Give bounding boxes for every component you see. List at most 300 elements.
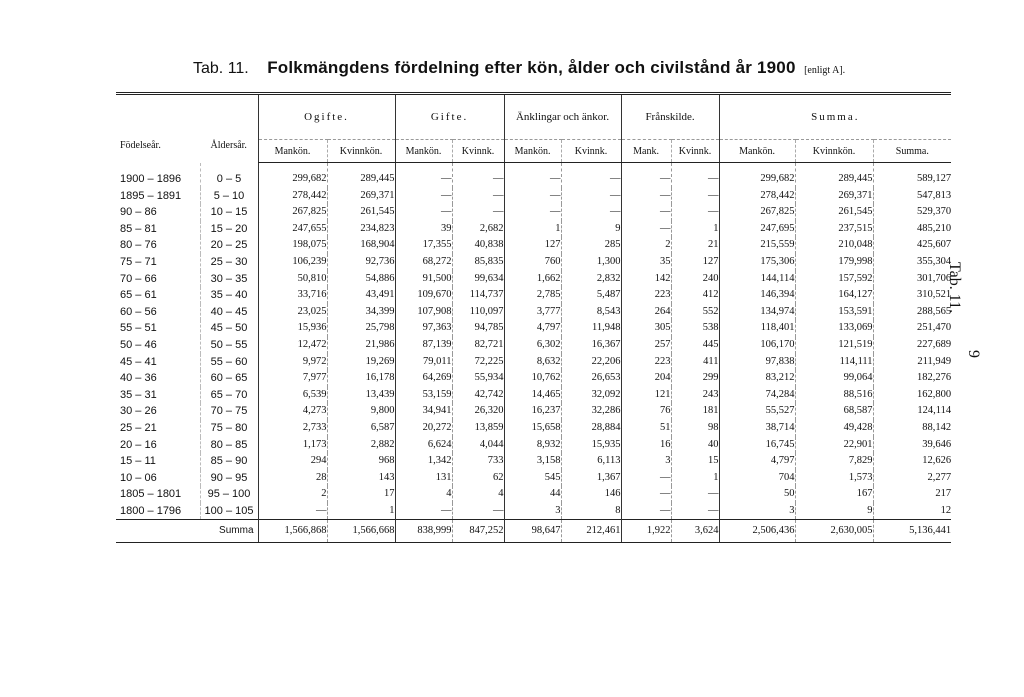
summa-value-cell: 838,999 bbox=[395, 520, 452, 543]
table-row bbox=[116, 304, 951, 321]
age-years-cell: 10 – 15 bbox=[200, 204, 258, 221]
value-cell: 17 bbox=[327, 486, 395, 503]
table-row bbox=[116, 287, 951, 304]
value-cell: 12 bbox=[873, 503, 951, 520]
value-cell: 32,092 bbox=[561, 387, 621, 404]
value-cell: 20,272 bbox=[395, 420, 452, 437]
summa-value-cell: 5,136,441 bbox=[873, 520, 951, 543]
value-cell: 547,813 bbox=[873, 188, 951, 205]
value-cell: 175,306 bbox=[719, 254, 795, 271]
value-cell: — bbox=[671, 163, 719, 188]
table-row bbox=[116, 403, 951, 420]
summa-value-cell: 3,624 bbox=[671, 520, 719, 543]
age-years-cell: 60 – 65 bbox=[200, 370, 258, 387]
value-cell: 6,624 bbox=[395, 437, 452, 454]
value-cell: 4,797 bbox=[719, 453, 795, 470]
value-cell: 6,539 bbox=[258, 387, 327, 404]
age-years-cell: 40 – 45 bbox=[200, 304, 258, 321]
value-cell: — bbox=[561, 188, 621, 205]
value-cell: 6,113 bbox=[561, 453, 621, 470]
sub-header: Mankön. bbox=[504, 140, 561, 163]
header-divorced: Frånskilde. bbox=[621, 94, 719, 140]
value-cell: 121 bbox=[621, 387, 671, 404]
birth-years-cell: 45 – 41 bbox=[120, 355, 157, 368]
table-row bbox=[116, 188, 951, 205]
sub-header: Mankön. bbox=[258, 140, 327, 163]
value-cell: 760 bbox=[504, 254, 561, 271]
birth-years-cell: 20 – 16 bbox=[120, 438, 157, 451]
value-cell: 25,798 bbox=[327, 320, 395, 337]
value-cell: 146,394 bbox=[719, 287, 795, 304]
birth-years-cell: 80 – 76 bbox=[120, 239, 157, 252]
value-cell: 83,212 bbox=[719, 370, 795, 387]
value-cell: 87,139 bbox=[395, 337, 452, 354]
age-years-cell: 80 – 85 bbox=[200, 437, 258, 454]
value-cell: 15,935 bbox=[561, 437, 621, 454]
value-cell: 299,682 bbox=[258, 163, 327, 188]
value-cell: 411 bbox=[671, 354, 719, 371]
value-cell: 285 bbox=[561, 237, 621, 254]
summa-value-cell: 1,922 bbox=[621, 520, 671, 543]
value-cell: 99,634 bbox=[452, 271, 504, 288]
value-cell: 157,592 bbox=[795, 271, 873, 288]
value-cell: — bbox=[452, 163, 504, 188]
summa-value-cell: 1,566,668 bbox=[327, 520, 395, 543]
summa-row bbox=[116, 520, 951, 543]
value-cell: 55,934 bbox=[452, 370, 504, 387]
value-cell: 215,559 bbox=[719, 237, 795, 254]
birth-years-cell: 55 – 51 bbox=[120, 322, 157, 335]
age-years-cell: 70 – 75 bbox=[200, 403, 258, 420]
value-cell: — bbox=[395, 163, 452, 188]
value-cell: 310,521 bbox=[873, 287, 951, 304]
sub-header: Summa. bbox=[873, 140, 951, 163]
age-years-cell: 65 – 70 bbox=[200, 387, 258, 404]
value-cell: 88,142 bbox=[873, 420, 951, 437]
value-cell: 26,653 bbox=[561, 370, 621, 387]
value-cell: — bbox=[561, 163, 621, 188]
value-cell: 4,044 bbox=[452, 437, 504, 454]
table-row bbox=[116, 387, 951, 404]
value-cell: 79,011 bbox=[395, 354, 452, 371]
value-cell: — bbox=[621, 188, 671, 205]
sub-header: Kvinnkön. bbox=[795, 140, 873, 163]
value-cell: 9 bbox=[795, 503, 873, 520]
value-cell: 64,269 bbox=[395, 370, 452, 387]
value-cell: 5,487 bbox=[561, 287, 621, 304]
table-row bbox=[116, 320, 951, 337]
birth-years-cell: 10 – 06 bbox=[120, 471, 157, 484]
value-cell: 3,777 bbox=[504, 304, 561, 321]
value-cell: 2 bbox=[621, 237, 671, 254]
value-cell: 39 bbox=[395, 221, 452, 238]
value-cell: 305 bbox=[621, 320, 671, 337]
value-cell: 16,367 bbox=[561, 337, 621, 354]
value-cell: 143 bbox=[327, 470, 395, 487]
value-cell: 269,371 bbox=[795, 188, 873, 205]
birth-years-cell: 25 – 21 bbox=[120, 421, 157, 434]
value-cell: 127 bbox=[671, 254, 719, 271]
value-cell: 19,269 bbox=[327, 354, 395, 371]
value-cell: — bbox=[621, 470, 671, 487]
value-cell: — bbox=[395, 204, 452, 221]
value-cell: 3 bbox=[504, 503, 561, 520]
value-cell: 1,573 bbox=[795, 470, 873, 487]
birth-years-cell: 50 – 46 bbox=[120, 338, 157, 351]
sub-header: Kvinnk. bbox=[452, 140, 504, 163]
value-cell: 97,363 bbox=[395, 320, 452, 337]
value-cell: — bbox=[258, 503, 327, 520]
value-cell: 91,500 bbox=[395, 271, 452, 288]
page-number: 9 bbox=[965, 350, 982, 358]
birth-years-cell: 15 – 11 bbox=[120, 455, 156, 468]
value-cell: 74,284 bbox=[719, 387, 795, 404]
value-cell: 247,655 bbox=[258, 221, 327, 238]
value-cell: — bbox=[621, 221, 671, 238]
value-cell: — bbox=[504, 163, 561, 188]
value-cell: 164,127 bbox=[795, 287, 873, 304]
birth-years-cell: 90 – 86 bbox=[120, 206, 157, 219]
value-cell: — bbox=[621, 486, 671, 503]
value-cell: — bbox=[395, 503, 452, 520]
value-cell: 251,470 bbox=[873, 320, 951, 337]
value-cell: 142 bbox=[621, 271, 671, 288]
age-years-cell: 35 – 40 bbox=[200, 287, 258, 304]
value-cell: 445 bbox=[671, 337, 719, 354]
birth-years-cell: 1800 – 1796 bbox=[120, 504, 182, 517]
value-cell: 4,273 bbox=[258, 403, 327, 420]
value-cell: 144,114 bbox=[719, 271, 795, 288]
age-years-cell: 25 – 30 bbox=[200, 254, 258, 271]
value-cell: 223 bbox=[621, 354, 671, 371]
table-row bbox=[116, 470, 951, 487]
value-cell: — bbox=[504, 188, 561, 205]
value-cell: 704 bbox=[719, 470, 795, 487]
value-cell: 21 bbox=[671, 237, 719, 254]
value-cell: 545 bbox=[504, 470, 561, 487]
value-cell: 106,239 bbox=[258, 254, 327, 271]
value-cell: 267,825 bbox=[258, 204, 327, 221]
value-cell: 85,835 bbox=[452, 254, 504, 271]
value-cell: 217 bbox=[873, 486, 951, 503]
value-cell: 6,302 bbox=[504, 337, 561, 354]
table-row bbox=[116, 370, 951, 387]
value-cell: 72,225 bbox=[452, 354, 504, 371]
header-birth-years: Födelseår. bbox=[116, 94, 200, 163]
age-years-cell: 45 – 50 bbox=[200, 320, 258, 337]
header-unmarried: Ogifte. bbox=[258, 94, 395, 140]
value-cell: 68,272 bbox=[395, 254, 452, 271]
value-cell: — bbox=[452, 503, 504, 520]
value-cell: 552 bbox=[671, 304, 719, 321]
table-number: Tab. 11. bbox=[193, 60, 249, 77]
title-note: [enligt A]. bbox=[804, 65, 846, 76]
value-cell: 76 bbox=[621, 403, 671, 420]
value-cell: 247,695 bbox=[719, 221, 795, 238]
birth-years-cell: 35 – 31 bbox=[120, 388, 157, 401]
value-cell: 28,884 bbox=[561, 420, 621, 437]
summa-value-cell: 1,566,868 bbox=[258, 520, 327, 543]
value-cell: 1 bbox=[671, 221, 719, 238]
table-row bbox=[116, 420, 951, 437]
birth-years-cell: 75 – 71 bbox=[120, 255, 157, 268]
value-cell: 131 bbox=[395, 470, 452, 487]
table-row bbox=[116, 503, 951, 520]
side-table-label: Tab. 11. bbox=[946, 262, 963, 314]
sub-header: Kvinnk. bbox=[561, 140, 621, 163]
age-years-cell: 95 – 100 bbox=[200, 486, 258, 503]
value-cell: 53,159 bbox=[395, 387, 452, 404]
value-cell: 13,439 bbox=[327, 387, 395, 404]
table-row bbox=[116, 271, 951, 288]
value-cell: — bbox=[621, 204, 671, 221]
value-cell: 6,587 bbox=[327, 420, 395, 437]
value-cell: 124,114 bbox=[873, 403, 951, 420]
value-cell: — bbox=[671, 486, 719, 503]
value-cell: — bbox=[504, 204, 561, 221]
value-cell: 8,932 bbox=[504, 437, 561, 454]
birth-years-cell: 1895 – 1891 bbox=[120, 189, 182, 202]
value-cell: 10,762 bbox=[504, 370, 561, 387]
age-years-cell: 5 – 10 bbox=[200, 188, 258, 205]
value-cell: 1,367 bbox=[561, 470, 621, 487]
value-cell: 301,706 bbox=[873, 271, 951, 288]
value-cell: 425,607 bbox=[873, 237, 951, 254]
table-row bbox=[116, 163, 951, 188]
birth-years-cell: 85 – 81 bbox=[120, 222, 157, 235]
value-cell: 1,662 bbox=[504, 271, 561, 288]
value-cell: 107,908 bbox=[395, 304, 452, 321]
summa-value-cell: 98,647 bbox=[504, 520, 561, 543]
value-cell: 17,355 bbox=[395, 237, 452, 254]
value-cell: 288,565 bbox=[873, 304, 951, 321]
summa-value-cell: 847,252 bbox=[452, 520, 504, 543]
value-cell: 50 bbox=[719, 486, 795, 503]
age-years-cell: 0 – 5 bbox=[200, 163, 258, 188]
value-cell: 269,371 bbox=[327, 188, 395, 205]
value-cell: 294 bbox=[258, 453, 327, 470]
value-cell: 211,949 bbox=[873, 354, 951, 371]
value-cell: 2,882 bbox=[327, 437, 395, 454]
value-cell: — bbox=[452, 188, 504, 205]
birth-years-cell: 70 – 66 bbox=[120, 272, 157, 285]
value-cell: 261,545 bbox=[327, 204, 395, 221]
value-cell: 16,745 bbox=[719, 437, 795, 454]
value-cell: 33,716 bbox=[258, 287, 327, 304]
summa-value-cell: 212,461 bbox=[561, 520, 621, 543]
value-cell: 299 bbox=[671, 370, 719, 387]
value-cell: 110,097 bbox=[452, 304, 504, 321]
value-cell: 227,689 bbox=[873, 337, 951, 354]
birth-years-cell: 60 – 56 bbox=[120, 305, 157, 318]
value-cell: — bbox=[621, 163, 671, 188]
value-cell: — bbox=[561, 204, 621, 221]
value-cell: 54,886 bbox=[327, 271, 395, 288]
header-married: Gifte. bbox=[395, 94, 504, 140]
value-cell: 22,206 bbox=[561, 354, 621, 371]
value-cell: 412 bbox=[671, 287, 719, 304]
value-cell: 2,832 bbox=[561, 271, 621, 288]
value-cell: 26,320 bbox=[452, 403, 504, 420]
summa-value-cell: 2,630,005 bbox=[795, 520, 873, 543]
table-title: Folkmängdens fördelning efter kön, ålder och civilstånd år 1900 bbox=[267, 58, 796, 77]
summa-label: Summa bbox=[116, 520, 258, 543]
value-cell: 28 bbox=[258, 470, 327, 487]
value-cell: 8,543 bbox=[561, 304, 621, 321]
value-cell: 198,075 bbox=[258, 237, 327, 254]
value-cell: 134,974 bbox=[719, 304, 795, 321]
value-cell: 38,714 bbox=[719, 420, 795, 437]
value-cell: 1,300 bbox=[561, 254, 621, 271]
population-table bbox=[116, 92, 951, 543]
value-cell: 4 bbox=[395, 486, 452, 503]
table-row bbox=[116, 437, 951, 454]
birth-years-cell: 1805 – 1801 bbox=[120, 488, 182, 501]
value-cell: 127 bbox=[504, 237, 561, 254]
value-cell: 153,591 bbox=[795, 304, 873, 321]
value-cell: 162,800 bbox=[873, 387, 951, 404]
value-cell: 2,277 bbox=[873, 470, 951, 487]
age-years-cell: 50 – 55 bbox=[200, 337, 258, 354]
header-widowed: Änklingar och änkor. bbox=[504, 94, 621, 140]
value-cell: 15,658 bbox=[504, 420, 561, 437]
value-cell: 733 bbox=[452, 453, 504, 470]
value-cell: 114,737 bbox=[452, 287, 504, 304]
value-cell: 1,173 bbox=[258, 437, 327, 454]
table-row bbox=[116, 486, 951, 503]
value-cell: 12,472 bbox=[258, 337, 327, 354]
value-cell: 43,491 bbox=[327, 287, 395, 304]
value-cell: 1 bbox=[504, 221, 561, 238]
value-cell: 538 bbox=[671, 320, 719, 337]
value-cell: 2,733 bbox=[258, 420, 327, 437]
value-cell: 210,048 bbox=[795, 237, 873, 254]
value-cell: — bbox=[621, 503, 671, 520]
value-cell: 3 bbox=[719, 503, 795, 520]
value-cell: 278,442 bbox=[719, 188, 795, 205]
value-cell: 51 bbox=[621, 420, 671, 437]
value-cell: 278,442 bbox=[258, 188, 327, 205]
birth-years-cell: 30 – 26 bbox=[120, 405, 157, 418]
value-cell: 22,901 bbox=[795, 437, 873, 454]
value-cell: 118,401 bbox=[719, 320, 795, 337]
table-row bbox=[116, 453, 951, 470]
value-cell: 168,904 bbox=[327, 237, 395, 254]
value-cell: 261,545 bbox=[795, 204, 873, 221]
value-cell: 114,111 bbox=[795, 354, 873, 371]
value-cell: 49,428 bbox=[795, 420, 873, 437]
value-cell: 1 bbox=[327, 503, 395, 520]
age-years-cell: 75 – 80 bbox=[200, 420, 258, 437]
value-cell: 355,304 bbox=[873, 254, 951, 271]
value-cell: 40,838 bbox=[452, 237, 504, 254]
value-cell: 50,810 bbox=[258, 271, 327, 288]
sub-header: Kvinnkön. bbox=[327, 140, 395, 163]
value-cell: 146 bbox=[561, 486, 621, 503]
value-cell: 82,721 bbox=[452, 337, 504, 354]
value-cell: 12,626 bbox=[873, 453, 951, 470]
value-cell: 234,823 bbox=[327, 221, 395, 238]
table-row bbox=[116, 254, 951, 271]
age-years-cell: 15 – 20 bbox=[200, 221, 258, 238]
table-row bbox=[116, 237, 951, 254]
value-cell: 62 bbox=[452, 470, 504, 487]
value-cell: 1 bbox=[671, 470, 719, 487]
value-cell: 182,276 bbox=[873, 370, 951, 387]
value-cell: 32,286 bbox=[561, 403, 621, 420]
value-cell: — bbox=[452, 204, 504, 221]
value-cell: 7,829 bbox=[795, 453, 873, 470]
value-cell: 68,587 bbox=[795, 403, 873, 420]
value-cell: 1,342 bbox=[395, 453, 452, 470]
value-cell: 92,736 bbox=[327, 254, 395, 271]
header-age-years: Åldersår. bbox=[200, 94, 258, 163]
value-cell: 106,170 bbox=[719, 337, 795, 354]
value-cell: 42,742 bbox=[452, 387, 504, 404]
value-cell: 4,797 bbox=[504, 320, 561, 337]
value-cell: 257 bbox=[621, 337, 671, 354]
value-cell: 167 bbox=[795, 486, 873, 503]
value-cell: 34,399 bbox=[327, 304, 395, 321]
header-total: Summa. bbox=[719, 94, 951, 140]
value-cell: 299,682 bbox=[719, 163, 795, 188]
value-cell: 44 bbox=[504, 486, 561, 503]
age-years-cell: 20 – 25 bbox=[200, 237, 258, 254]
value-cell: 97,838 bbox=[719, 354, 795, 371]
value-cell: 9,800 bbox=[327, 403, 395, 420]
age-years-cell: 90 – 95 bbox=[200, 470, 258, 487]
value-cell: 240 bbox=[671, 271, 719, 288]
value-cell: 121,519 bbox=[795, 337, 873, 354]
value-cell: — bbox=[671, 503, 719, 520]
value-cell: 204 bbox=[621, 370, 671, 387]
sub-header: Mankön. bbox=[719, 140, 795, 163]
birth-years-cell: 40 – 36 bbox=[120, 372, 157, 385]
value-cell: 16,178 bbox=[327, 370, 395, 387]
value-cell: 55,527 bbox=[719, 403, 795, 420]
table-row bbox=[116, 221, 951, 238]
birth-years-cell: 65 – 61 bbox=[120, 289, 157, 302]
value-cell: 15,936 bbox=[258, 320, 327, 337]
age-years-cell: 55 – 60 bbox=[200, 354, 258, 371]
value-cell: 35 bbox=[621, 254, 671, 271]
value-cell: 13,859 bbox=[452, 420, 504, 437]
value-cell: 8,632 bbox=[504, 354, 561, 371]
value-cell: — bbox=[671, 204, 719, 221]
sub-header: Mank. bbox=[621, 140, 671, 163]
value-cell: 23,025 bbox=[258, 304, 327, 321]
table-row bbox=[116, 354, 951, 371]
value-cell: 2,785 bbox=[504, 287, 561, 304]
value-cell: 237,515 bbox=[795, 221, 873, 238]
table-row bbox=[116, 337, 951, 354]
value-cell: 39,646 bbox=[873, 437, 951, 454]
page-title bbox=[193, 58, 845, 78]
value-cell: 133,069 bbox=[795, 320, 873, 337]
value-cell: 34,941 bbox=[395, 403, 452, 420]
value-cell: 968 bbox=[327, 453, 395, 470]
value-cell: 40 bbox=[671, 437, 719, 454]
age-years-cell: 30 – 35 bbox=[200, 271, 258, 288]
value-cell: 7,977 bbox=[258, 370, 327, 387]
value-cell: 267,825 bbox=[719, 204, 795, 221]
value-cell: 99,064 bbox=[795, 370, 873, 387]
value-cell: 14,465 bbox=[504, 387, 561, 404]
value-cell: 179,998 bbox=[795, 254, 873, 271]
value-cell: 181 bbox=[671, 403, 719, 420]
sub-header: Mankön. bbox=[395, 140, 452, 163]
value-cell: 9 bbox=[561, 221, 621, 238]
